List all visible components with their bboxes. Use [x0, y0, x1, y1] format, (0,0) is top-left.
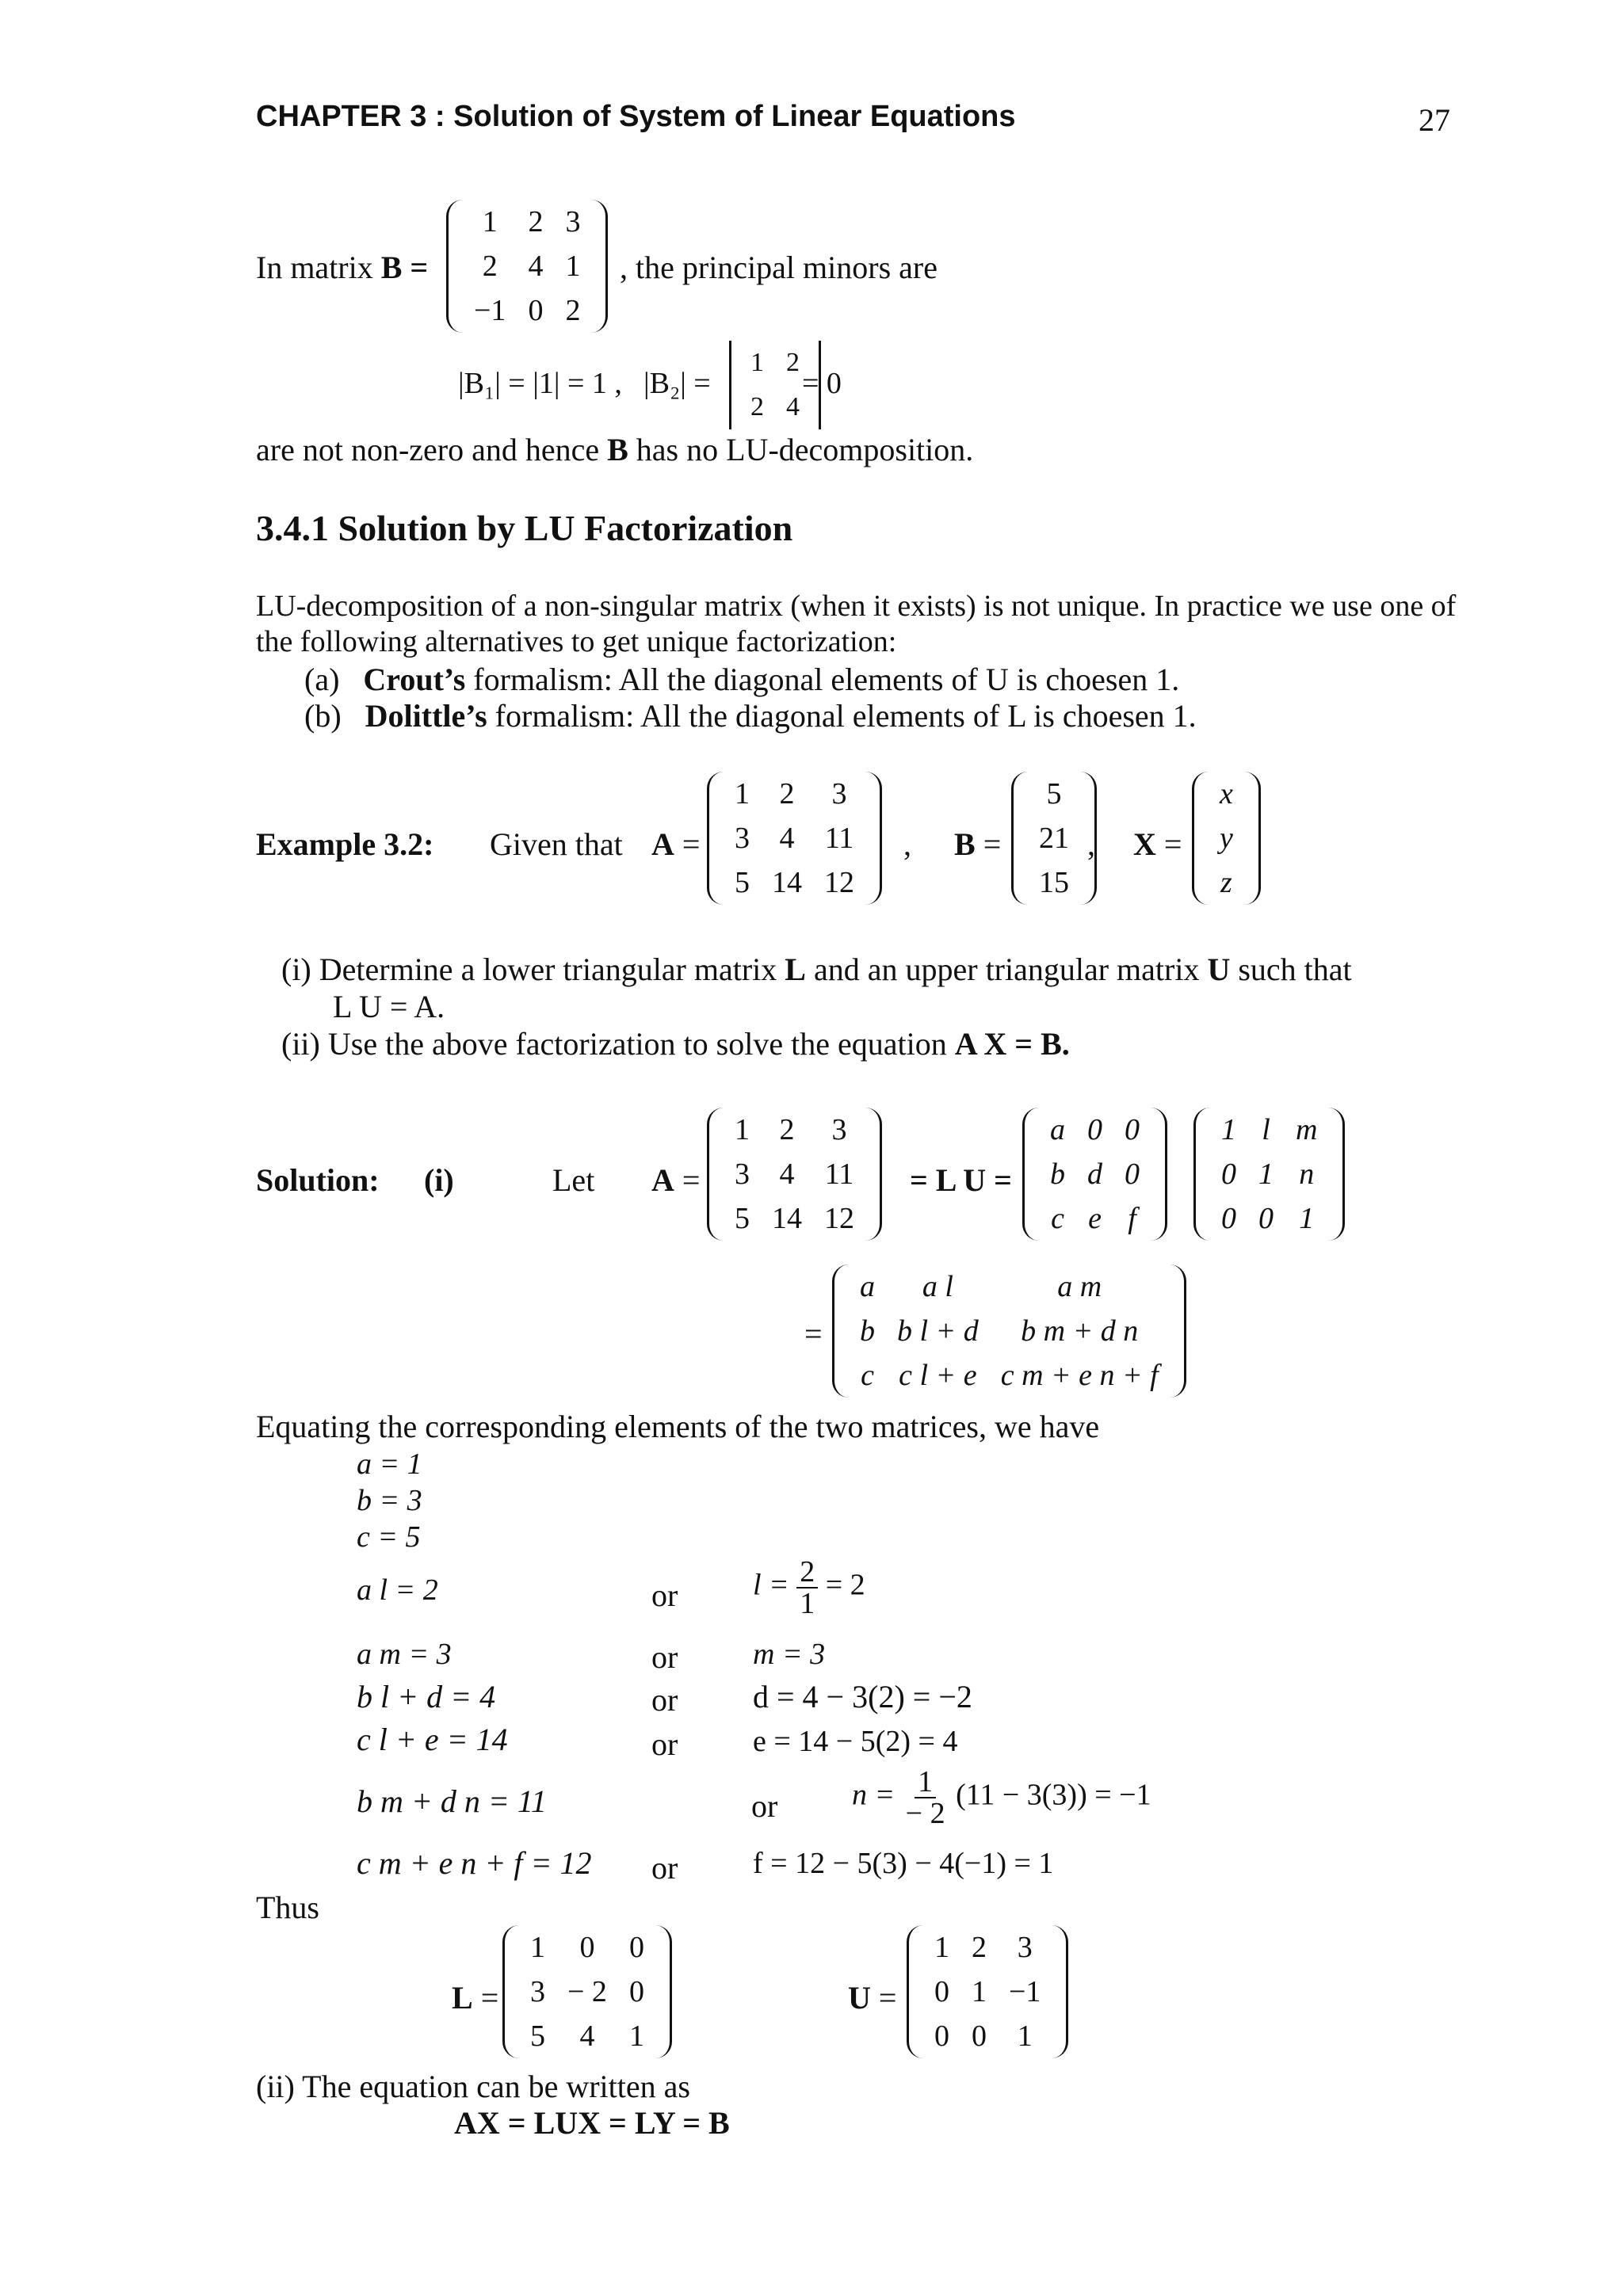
- minor-1: |B₁| = |1| = 1 ,: [458, 367, 622, 400]
- matrix-cell: 0: [528, 294, 544, 327]
- matrix-cell: a l: [922, 1270, 953, 1303]
- matrix-cell: c l + e: [899, 1359, 977, 1392]
- eq-bld-rhs: d = 4 − 3(2) = −2: [753, 1679, 972, 1714]
- question-i-line-1: (i) Determine a lower triangular matrix L and an upper triangular matrix U such that: [281, 952, 1352, 987]
- matrix-cell: 3: [530, 1975, 545, 2008]
- matrix-cell: 2: [779, 1113, 795, 1146]
- matrix-cell: 2: [750, 392, 764, 421]
- matrix-B-intro: [446, 200, 608, 333]
- eq-am-lhs: a m = 3: [357, 1638, 452, 1671]
- solution-let: Let: [552, 1162, 595, 1198]
- matrix-cell: − 2: [567, 1975, 607, 2008]
- matrix-cell: 12: [824, 866, 854, 899]
- matrix-cell: 3: [831, 1113, 847, 1146]
- eq-al-or: or: [651, 1577, 678, 1613]
- matrix-table: [1209, 772, 1244, 905]
- matrix-row: [1210, 1196, 1328, 1241]
- matrix-product: [832, 1264, 1186, 1398]
- eq-cle-rhs: e = 14 − 5(2) = 4: [753, 1725, 958, 1758]
- solution-A-label: A =: [651, 1162, 701, 1198]
- comma-2: ,: [1087, 826, 1095, 862]
- matrix-cell: 11: [824, 1158, 854, 1191]
- matrix-cell: 2: [565, 294, 581, 327]
- part-ii-equation: AX = LUX = LY = B: [454, 2105, 730, 2141]
- matrix-row: [724, 816, 865, 860]
- matrix-U-general: [1193, 1108, 1345, 1241]
- matrix-cell: 5: [735, 1202, 750, 1235]
- matrix-cell: 11: [824, 822, 854, 855]
- matrix-table: [849, 1264, 1170, 1398]
- matrix-row: [923, 1925, 1052, 1970]
- eq-c: c = 5: [357, 1520, 421, 1554]
- list-item-b: (b) Dolittle’s formalism: All the diagonal elements of L is choesen 1.: [304, 698, 1197, 734]
- matrix-row: [724, 1196, 865, 1241]
- matrix-row: [1210, 1152, 1328, 1196]
- example-given: Given that: [490, 826, 623, 862]
- intro-text: In matrix B =: [256, 250, 429, 285]
- eq-cmenf-lhs: c m + e n + f = 12: [357, 1845, 592, 1881]
- matrix-cell: 4: [779, 822, 795, 855]
- matrix-row: [519, 1970, 655, 2014]
- example-X-label: X =: [1133, 826, 1182, 862]
- matrix-cell: b: [1050, 1158, 1065, 1191]
- matrix-row: [739, 341, 811, 385]
- eq-cle-or: or: [651, 1726, 678, 1762]
- matrix-cell: 1: [735, 1113, 750, 1146]
- example-A-label: A =: [651, 826, 701, 862]
- matrix-cell: 0: [1125, 1158, 1140, 1191]
- matrix-row: [1209, 860, 1244, 905]
- matrix-cell: 0: [972, 2019, 987, 2053]
- matrix-cell: 4: [528, 250, 544, 283]
- matrix-cell: l: [1262, 1113, 1270, 1146]
- matrix-cell: 0: [934, 1975, 949, 2008]
- matrix-cell: 1: [1017, 2019, 1033, 2053]
- matrix-cell: 0: [628, 1931, 644, 1964]
- matrix-cell: 5: [735, 866, 750, 899]
- matrix-cell: 1: [628, 2019, 644, 2053]
- matrix-row: [1039, 1152, 1151, 1196]
- matrix-table: [1210, 1108, 1328, 1241]
- matrix-row: [463, 288, 591, 333]
- matrix-row: [1210, 1108, 1328, 1152]
- eq-b: b = 3: [357, 1484, 422, 1517]
- matrix-cell: 1: [530, 1931, 545, 1964]
- matrix-row: [849, 1264, 1170, 1309]
- matrix-row: [463, 244, 591, 288]
- section-title: 3.4.1 Solution by LU Factorization: [256, 508, 793, 548]
- matrix-cell: c m + e n + f: [1000, 1359, 1159, 1392]
- matrix-cell: b m + d n: [1021, 1314, 1139, 1348]
- matrix-row: [1209, 816, 1244, 860]
- matrix-cell: 1: [735, 777, 750, 810]
- matrix-table: [1028, 772, 1080, 905]
- matrix-cell: y: [1220, 822, 1233, 855]
- matrix-cell: 3: [735, 822, 750, 855]
- matrix-cell: b l + d: [897, 1314, 979, 1348]
- equals-sign: =: [804, 1316, 823, 1352]
- eq-al-rhs: l = $\frac{2}{1}$ = 2: [753, 1555, 865, 1620]
- eq-bld-lhs: b l + d = 4: [357, 1679, 496, 1714]
- matrix-table: [739, 341, 811, 429]
- eq-cle-lhs: c l + e = 14: [357, 1722, 508, 1757]
- example-label: Example 3.2:: [256, 826, 434, 862]
- matrix-cell: 0: [628, 1975, 644, 2008]
- matrix-row: [463, 200, 591, 244]
- matrix-B-example: [1011, 772, 1097, 905]
- matrix-cell: 5: [530, 2019, 545, 2053]
- page-number: 27: [1419, 102, 1450, 138]
- matrix-cell: 0: [1125, 1113, 1140, 1146]
- matrix-cell: m: [1296, 1113, 1318, 1146]
- matrix-cell: 1: [1299, 1202, 1315, 1235]
- matrix-cell: 2: [482, 250, 498, 283]
- eq-a: a = 1: [357, 1447, 422, 1481]
- comma-1: ,: [903, 826, 911, 862]
- matrix-cell: 0: [1258, 1202, 1274, 1235]
- matrix-cell: 21: [1039, 822, 1069, 855]
- matrix-cell: 0: [1221, 1158, 1236, 1191]
- solution-part-i: (i): [424, 1162, 454, 1198]
- conclusion-text: are not non-zero and hence B has no LU-decomposition.: [256, 432, 974, 467]
- matrix-row: [1209, 772, 1244, 816]
- matrix-table: [724, 1108, 865, 1241]
- matrix-cell: −1: [474, 294, 506, 327]
- matrix-cell: 14: [772, 866, 802, 899]
- question-ii: (ii) Use the above factorization to solve the equation A X = B.: [281, 1026, 1070, 1062]
- matrix-cell: x: [1220, 777, 1233, 810]
- eq-bmdn-or: or: [751, 1788, 778, 1824]
- matrix-cell: 1: [1221, 1113, 1236, 1146]
- matrix-cell: 3: [831, 777, 847, 810]
- matrix-cell: 0: [1221, 1202, 1236, 1235]
- matrix-cell: 3: [1017, 1931, 1033, 1964]
- matrix-cell: 1: [482, 205, 498, 238]
- matrix-row: [1028, 860, 1080, 905]
- matrix-row: [724, 860, 865, 905]
- result-L-label: L =: [452, 1980, 499, 2016]
- matrix-cell: b: [860, 1314, 875, 1348]
- matrix-cell: 0: [934, 2019, 949, 2053]
- matrix-row: [1039, 1196, 1151, 1241]
- result-U-label: U =: [848, 1980, 897, 2016]
- matrix-table: [923, 1925, 1052, 2058]
- matrix-B-table: [463, 200, 591, 333]
- matrix-cell: 1: [972, 1975, 987, 2008]
- chapter-header: CHAPTER 3 : Solution of System of Linear Equations: [256, 100, 1016, 133]
- eq-cmenf-rhs: f = 12 − 5(3) − 4(−1) = 1: [753, 1847, 1054, 1880]
- matrix-cell: 2: [786, 348, 800, 377]
- matrix-table: [1039, 1108, 1151, 1241]
- equating-text: Equating the corresponding elements of the two matrices, we have: [256, 1409, 1100, 1444]
- matrix-cell: 1: [1258, 1158, 1274, 1191]
- matrix-cell: 1: [934, 1931, 949, 1964]
- matrix-row: [1039, 1108, 1151, 1152]
- matrix-cell: a: [1050, 1113, 1065, 1146]
- matrix-row: [519, 1925, 655, 1970]
- matrix-cell: a: [860, 1270, 875, 1303]
- principal-minors-text: , the principal minors are: [620, 250, 938, 285]
- matrix-cell: 15: [1039, 866, 1069, 899]
- minor-2-value: = 0: [802, 367, 842, 400]
- part-ii-text: (ii) The equation can be written as: [256, 2069, 690, 2104]
- matrix-cell: 4: [779, 1158, 795, 1191]
- matrix-cell: 4: [579, 2019, 595, 2053]
- matrix-row: [849, 1353, 1170, 1398]
- eq-am-or: or: [651, 1639, 678, 1675]
- matrix-table: [724, 772, 865, 905]
- matrix-X-example: [1192, 772, 1261, 905]
- matrix-cell: z: [1220, 866, 1232, 899]
- matrix-row: [739, 385, 811, 429]
- eq-al-lhs: a l = 2: [357, 1573, 438, 1607]
- question-i-line-2: L U = A.: [333, 989, 445, 1024]
- matrix-row: [923, 1970, 1052, 2014]
- example-B-label: B =: [954, 826, 1002, 862]
- matrix-cell: 0: [579, 1931, 595, 1964]
- matrix-cell: 14: [772, 1202, 802, 1235]
- para-line-1: LU-decomposition of a non-singular matrix (when it exists) is not unique. In practice we use one of: [256, 589, 1457, 623]
- matrix-cell: 3: [735, 1158, 750, 1191]
- matrix-A-example: [707, 772, 882, 905]
- matrix-cell: 2: [972, 1931, 987, 1964]
- solution-LU-label: = L U =: [910, 1162, 1012, 1198]
- matrix-U-result: [907, 1925, 1068, 2058]
- matrix-cell: 2: [779, 777, 795, 810]
- matrix-cell: 0: [1087, 1113, 1102, 1146]
- eq-bld-or: or: [651, 1682, 678, 1718]
- matrix-cell: 1: [750, 348, 764, 377]
- matrix-cell: 2: [528, 205, 544, 238]
- matrix-cell: 3: [565, 205, 581, 238]
- matrix-cell: c: [861, 1359, 874, 1392]
- matrix-table: [519, 1925, 655, 2058]
- eq-am-rhs: m = 3: [753, 1638, 826, 1671]
- matrix-row: [849, 1309, 1170, 1353]
- matrix-cell: e: [1088, 1202, 1102, 1235]
- matrix-row: [923, 2014, 1052, 2058]
- para-line-2: the following alternatives to get unique factorization:: [256, 625, 897, 658]
- matrix-L-result: [502, 1925, 672, 2058]
- solution-label: Solution:: [256, 1162, 380, 1198]
- matrix-cell: c: [1051, 1202, 1064, 1235]
- list-item-a: (a) Crout’s formalism: All the diagonal elements of U is choesen 1.: [304, 662, 1180, 697]
- matrix-cell: n: [1299, 1158, 1315, 1191]
- eq-bmdn-lhs: b m + d n = 11: [357, 1783, 547, 1819]
- matrix-row: [1028, 772, 1080, 816]
- matrix-cell: 5: [1046, 777, 1062, 810]
- thus-text: Thus: [256, 1890, 319, 1925]
- matrix-cell: 12: [824, 1202, 854, 1235]
- matrix-A-solution: [707, 1108, 882, 1241]
- matrix-row: [724, 772, 865, 816]
- matrix-cell: d: [1087, 1158, 1102, 1191]
- matrix-cell: 1: [565, 250, 581, 283]
- matrix-cell: a m: [1057, 1270, 1102, 1303]
- matrix-row: [519, 2014, 655, 2058]
- matrix-cell: f: [1128, 1202, 1136, 1235]
- matrix-cell: 4: [786, 392, 800, 421]
- matrix-row: [724, 1152, 865, 1196]
- matrix-row: [1028, 816, 1080, 860]
- minor-2-label: |B₂| =: [643, 367, 711, 400]
- matrix-cell: −1: [1009, 1975, 1041, 2008]
- eq-cmenf-or: or: [651, 1850, 678, 1886]
- matrix-row: [724, 1108, 865, 1152]
- eq-bmdn-rhs: n = $\frac{1}{- 2}$ (11 − 3(3)) = −1: [852, 1765, 1151, 1830]
- matrix-L-general: [1022, 1108, 1167, 1241]
